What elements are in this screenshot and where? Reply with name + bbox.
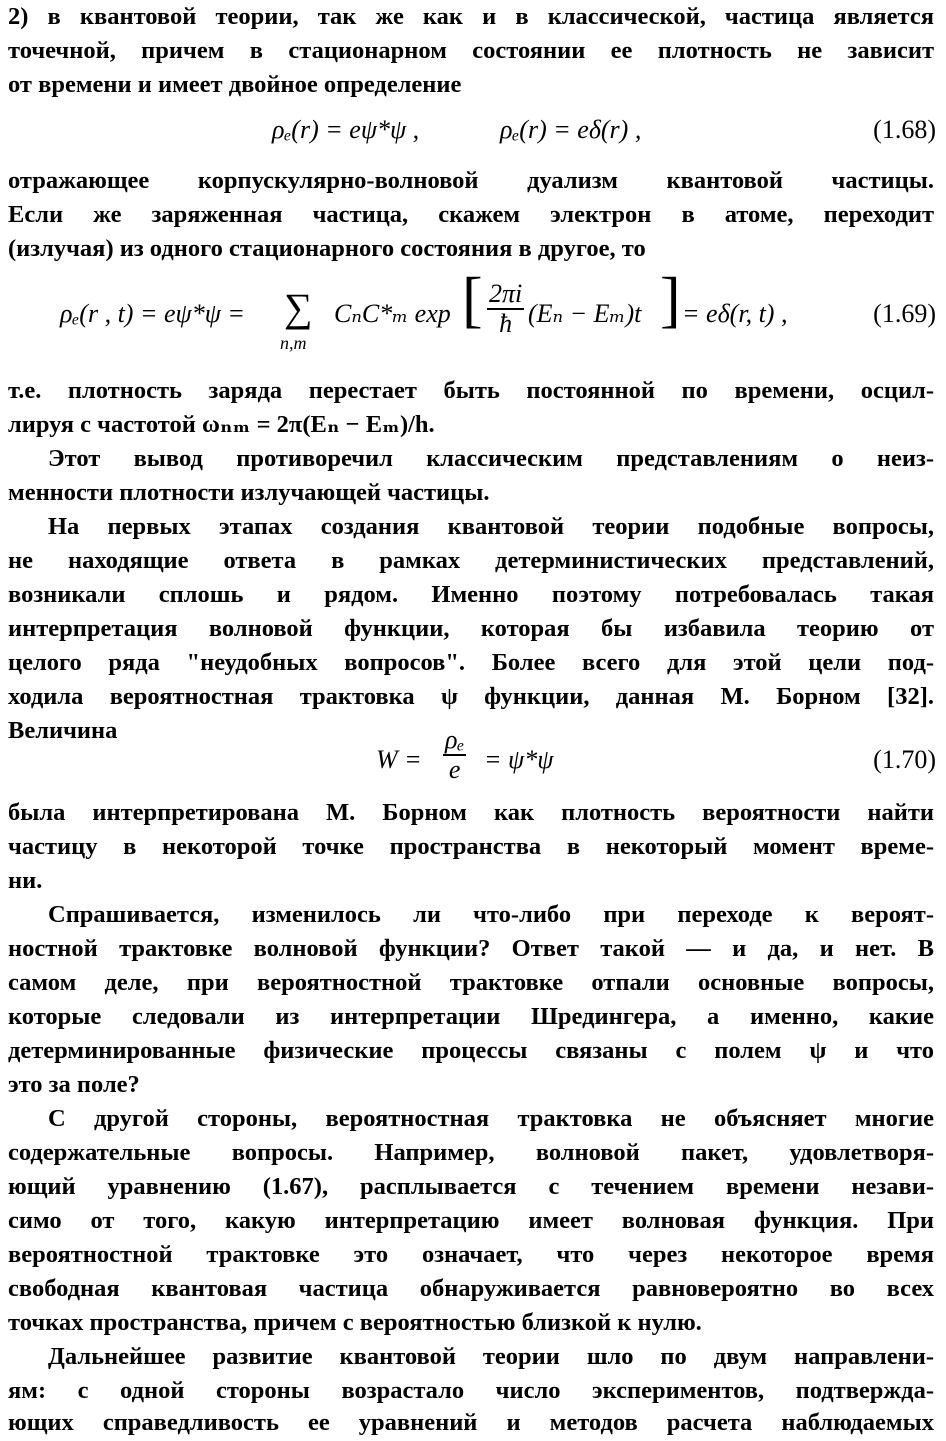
text-line: не находящие ответа в рамках детерминистических представлений,	[8, 547, 934, 574]
text-line: ни.	[8, 867, 43, 894]
fraction-numerator: 2πi	[489, 279, 523, 308]
fraction-denominator: e	[448, 755, 461, 784]
text-line: ям: с одной стороны возрастало число экспериментов, подтвержда-	[8, 1377, 934, 1404]
text-line: ходила вероятностная трактовка ψ функции, данная М. Борном [32].	[8, 683, 934, 710]
equation-part: (Eₙ − Eₘ)t	[528, 299, 642, 328]
text-line: которые следовали из интерпретации Шредингера, а именно, какие	[8, 1003, 934, 1030]
equation-number: (1.69)	[873, 299, 936, 328]
text-line: лируя с частотой ωₙₘ = 2π(Eₙ − Eₘ)/h.	[8, 411, 435, 438]
text-line: ющий уравнению (1.67), расплывается с течением времени незави-	[8, 1173, 934, 1200]
text-line: была интерпретирована М. Борном как плотность вероятности найти	[8, 799, 934, 826]
fraction	[484, 280, 527, 338]
text-line: возникали сплошь и рядом. Именно поэтому потребовалась такая	[8, 581, 934, 608]
text-line: самом деле, при вероятностной трактовке отпали основные вопросы,	[8, 969, 934, 996]
text-line: менности плотности излучающей частицы.	[8, 479, 490, 506]
text-line: Если же заряженная частица, скажем электрон в атоме, переходит	[8, 201, 934, 228]
fraction-denominator: ħ	[499, 309, 513, 338]
text-line: частицу в некоторой точке пространства в некоторый момент време-	[8, 833, 934, 860]
text-line: Этот вывод противоречил классическим представлениям о неиз-	[48, 445, 934, 472]
left-bracket: [	[462, 266, 483, 335]
text-line: отражающее корпускулярно-волновой дуализм квантовой частицы.	[8, 167, 934, 194]
equation-part: = eδ(r, t) ,	[682, 299, 788, 328]
text-line: от времени и имеет двойное определение	[8, 71, 462, 98]
text-line: целого ряда "неудобных вопросов". Более всего для этой цели под-	[8, 649, 934, 676]
text-line: детерминированные физические процессы связаны с полем ψ и что	[8, 1037, 934, 1064]
fraction-numerator: ρₑ	[445, 725, 465, 754]
text-line: Дальнейшее развитие квантовой теории шло по двум направлени-	[48, 1343, 934, 1370]
right-bracket: ]	[660, 266, 681, 335]
sum-symbol: ∑ n,m	[284, 288, 313, 326]
equation-part: W =	[376, 745, 422, 774]
equation-part: ρₑ(r) = eδ(r) ,	[500, 115, 642, 144]
sum-subscript: n,m	[280, 333, 307, 354]
equation-part: CₙC*ₘ exp	[334, 299, 451, 328]
equation-number: (1.70)	[873, 745, 936, 774]
text-line: ностной трактовке волновой функции? Ответ такой — и да, и нет. В	[8, 935, 934, 962]
equation-part: ρₑ(r , t) = eψ*ψ =	[60, 299, 245, 328]
text-line: это за поле?	[8, 1071, 140, 1098]
equation-part: ρₑ(r) = eψ*ψ ,	[272, 115, 420, 144]
text-line: свободная квантовая частица обнаруживается равновероятно во всех	[8, 1275, 934, 1302]
text-line: (излучая) из одного стационарного состояния в другое, то	[8, 235, 646, 262]
text-line: ющих справедливость ее уравнений и методов расчета наблюдаемых	[8, 1409, 934, 1436]
text-line: Спрашивается, изменилось ли что-либо при переходе к вероят-	[48, 901, 934, 928]
text-line: т.е. плотность заряда перестает быть постоянной по времени, осцил-	[8, 377, 934, 404]
text-line: Величина	[8, 717, 118, 744]
fraction	[440, 726, 469, 784]
text-line: 2) в квантовой теории, так же как и в классической, частица является	[8, 3, 934, 30]
equation-part: = ψ*ψ	[484, 745, 554, 774]
text-line: содержательные вопросы. Например, волновой пакет, удовлетворя-	[8, 1139, 934, 1166]
text-line: На первых этапах создания квантовой теории подобные вопросы,	[48, 513, 934, 540]
equation-number: (1.68)	[873, 115, 936, 144]
text-line: интерпретация волновой функции, которая бы избавила теорию от	[8, 615, 934, 642]
text-line: вероятностной трактовке это означает, что через некоторое время	[8, 1241, 934, 1268]
text-line: С другой стороны, вероятностная трактовка не объясняет многие	[48, 1105, 934, 1132]
text-line: точечной, причем в стационарном состоянии ее плотность не зависит	[8, 37, 934, 64]
text-line: симо от того, какую интерпретацию имеет волновая функция. При	[8, 1207, 934, 1234]
text-line: точках пространства, причем с вероятностью близкой к нулю.	[8, 1309, 702, 1336]
